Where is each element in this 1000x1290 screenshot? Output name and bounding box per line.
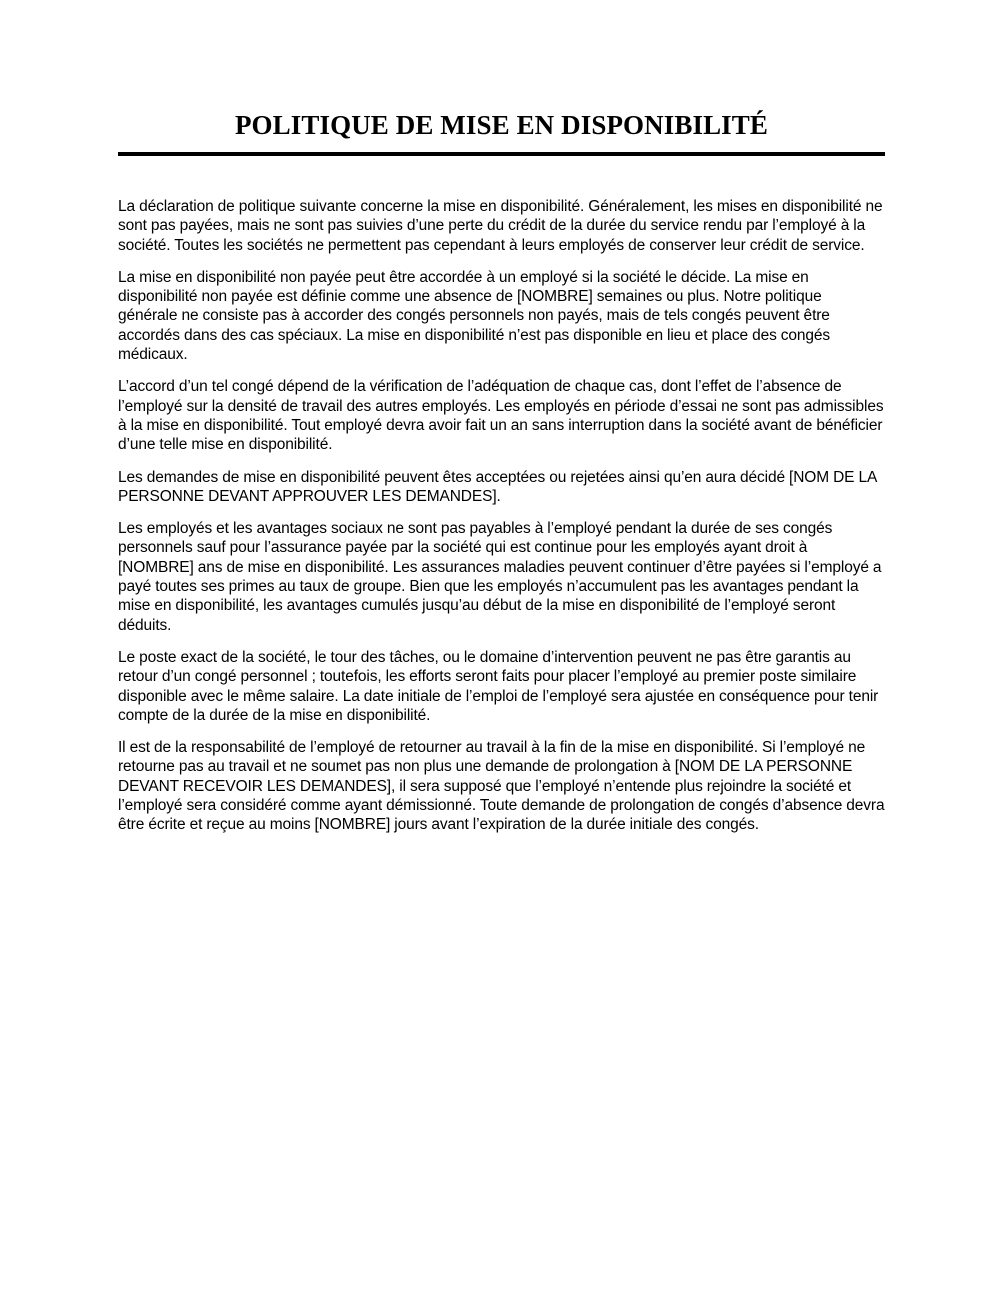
document-content bbox=[118, 0, 885, 835]
title-divider bbox=[118, 152, 885, 156]
paragraph-intro-policy-statement: La déclaration de politique suivante concerne la mise en disponibilité. Généralement, les mises en disponibilité ne sont pas payées, mais ne sont pas suivies d’une perte du crédit de la durée du service rendu par l’employé à la société. Toutes les sociétés ne permettent pas cependant à leurs employés de conserver leur crédit de service. bbox=[118, 198, 883, 254]
paragraph-return-to-work-responsibility: Il est de la responsabilité de l’employé de retourner au travail à la fin de la mise en disponibilité. Si l’employé ne retourne pas au travail et ne soumet pas non plus une demande de prolongation à [NOM DE LA PERSONNE DEVANT RECEVOIR LES DEMANDES], il sera supposé que l’employé n’entende plus rejoindre la société et l’employé sera considéré comme ayant démissionné. Toute demande de prolongation de congés d’absence devra être écrite et reçue au moins [NOMBRE] jours avant l’expiration de la durée initiale des congés. bbox=[118, 739, 885, 834]
paragraph-eligibility-conditions: L’accord d’un tel congé dépend de la vérification de l’adéquation de chaque cas, dont l’effet de l’absence de l’employé sur la densité de travail des autres employés. Les employés en période d’essai ne sont pas admissibles à la mise en disponibilité. Tout employé devra avoir fait un an sans interruption dans la société avant de bénéficier d’une telle mise en disponibilité. bbox=[118, 378, 884, 454]
paragraph-return-position-guarantee: Le poste exact de la société, le tour des tâches, ou le domaine d’intervention peuvent ne pas être garantis au retour d’un congé personnel ; toutefois, les efforts seront faits pour placer l’employé au premier poste similaire disponible avec le même salaire. La date initiale de l’emploi de l’employé sera ajustée en conséquence pour tenir compte de la durée de la mise en disponibilité. bbox=[118, 648, 879, 724]
paragraph-unpaid-layoff-definition: La mise en disponibilité non payée peut être accordée à un employé si la société le décide. La mise en disponibilité non payée est définie comme une absence de [NOMBRE] semaines ou plus. Notre politique générale ne consiste pas à accorder des congés personnels non payés, mais de tels congés peuvent être accordés dans des cas spéciaux. La mise en disponibilité n’est pas disponible en lieu et place des congés médicaux. bbox=[118, 268, 831, 364]
paragraph-benefits-during-leave: Les employés et les avantages sociaux ne sont pas payables à l’employé pendant la durée de ses congés personnels sauf pour l’assurance payée par la société qui est continue pour les employés ayant droit à [NOMBRE] ans de mise en disponibilité. Les assurances maladies peuvent continuer d’être payées si l’employé a payé toutes ses primes au taux de groupe. Bien que les employés n’accumulent pas les avantages pendant la mise en disponibilité, les avantages cumulés jusqu’au début de la mise en disponibilité de l’employé seront déduits. bbox=[118, 520, 882, 634]
paragraph-approval-authority: Les demandes de mise en disponibilité peuvent êtes acceptées ou rejetées ainsi qu’en aura décidé [NOM DE LA PERSONNE DEVANT APPROUVER LES DEMANDES]. bbox=[118, 468, 877, 505]
page-title: POLITIQUE DE MISE EN DISPONIBILITÉ bbox=[234, 110, 769, 140]
policy-body bbox=[118, 197, 885, 835]
